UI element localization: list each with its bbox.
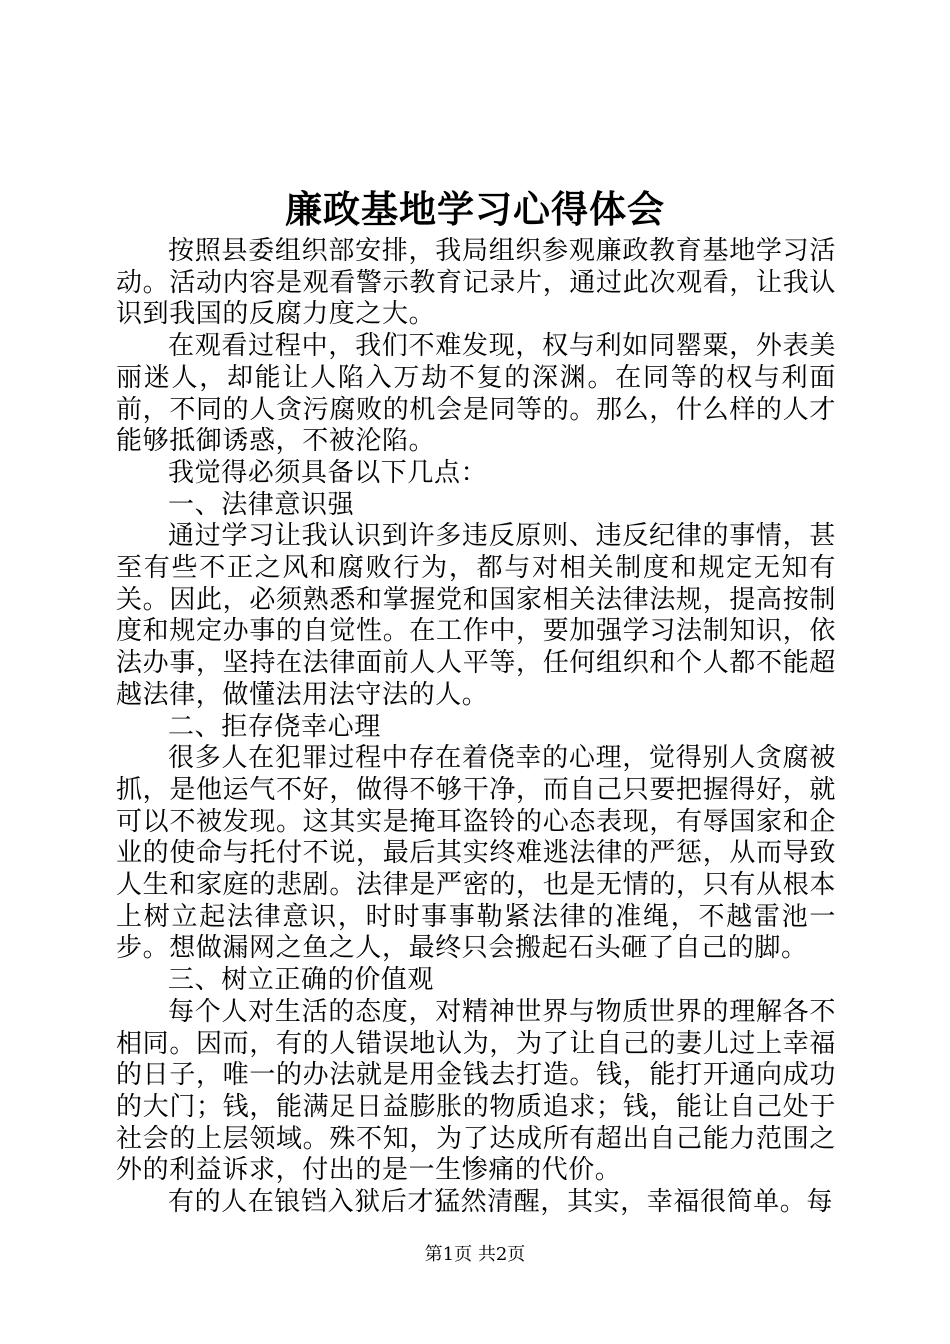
paragraph-observation: 在观看过程中，我们不难发现，权与利如同罂粟，外表美丽迷人，却能让人陷入万劫不复的深渊。在同等的权与利面前，不同的人贪污腐败的机会是同等的。那么，什么样的人才能够抵御诱惑，不被沦陷。	[116, 331, 836, 457]
section-heading-1: 一、法律意识强	[168, 489, 355, 520]
paragraph-intro: 按照县委组织部安排，我局组织参观廉政教育基地学习活动。活动内容是观看警示教育记录片，通过此次观看，让我认识到我国的反腐力度之大。	[116, 236, 836, 330]
section-heading-3: 三、树立正确的价值观	[168, 965, 435, 996]
paragraph-continued: 有的人在锒铛入狱后才猛然清醒，其实，幸福很简单。每	[168, 1187, 834, 1218]
paragraph-section-2: 很多人在犯罪过程中存在着侥幸的心理，觉得别人贪腐被抓，是他运气不好，做得不够干净，而自己只要把握得好，就可以不被发现。这其实是掩耳盗铃的心态表现，有辱国家和企业的使命与托付不说，最后其实终难逃法律的严惩，从而导致人生和家庭的悲剧。法律是严密的，也是无情的，只有从根本上树立起法律意识，时时事事勒紧法律的准绳，不越雷池一步。想做漏网之鱼之人，最终只会搬起石头砸了自己的脚。	[116, 743, 836, 964]
paragraph-points-intro: 我觉得必须具备以下几点：	[168, 457, 488, 488]
document-body	[116, 236, 836, 1219]
paragraph-section-1: 通过学习让我认识到许多违反原则、违反纪律的事情，甚至有些不正之风和腐败行为，都与对相关制度和规定无知有关。因此，必须熟悉和掌握党和国家相关法律法规，提高按制度和规定办事的自觉性。在工作中，要加强学习法制知识，依法办事，坚持在法律面前人人平等，任何组织和个人都不能超越法律，做懂法用法守法的人。	[116, 521, 836, 710]
section-heading-2: 二、拒存侥幸心理	[168, 711, 381, 742]
document-title: 廉政基地学习心得体会	[285, 188, 665, 231]
paragraph-section-3: 每个人对生活的态度，对精神世界与物质世界的理解各不相同。因而，有的人错误地认为，为了让自己的妻儿过上幸福的日子，唯一的办法就是用金钱去打造。钱，能打开通向成功的大门；钱，能满足日益膨胀的物质追求；钱，能让自己处于社会的上层领域。殊不知，为了达成所有超出自己能力范围之外的利益诉求，付出的是一生惨痛的代价。	[116, 996, 836, 1186]
page-footer: 第1页 共2页	[424, 1244, 526, 1265]
